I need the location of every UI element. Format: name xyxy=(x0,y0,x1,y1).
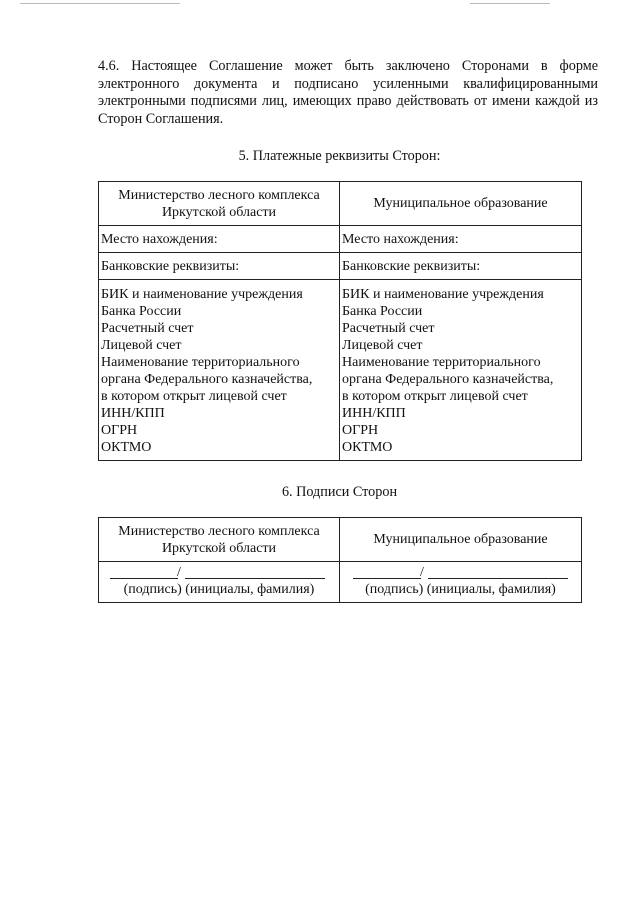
left-party-name-line-1: Министерство лесного комплекса xyxy=(118,523,320,539)
initials-line xyxy=(185,578,325,579)
location-label: Место нахождения: xyxy=(101,231,218,247)
scan-artifact xyxy=(20,3,180,4)
detail-line: БИК и наименование учреждения xyxy=(342,287,544,302)
right-location-cell xyxy=(340,226,582,253)
detail-line: в котором открыт лицевой счет xyxy=(101,389,287,404)
scan-artifact xyxy=(470,3,550,4)
section-6-heading: 6. Подписи Сторон xyxy=(281,484,398,500)
detail-line: ОКТМО xyxy=(342,440,393,455)
signature-separator: / xyxy=(420,565,424,580)
left-party-name-line-1: Министерство лесного комплекса xyxy=(118,187,320,203)
left-party-name-line-2: Иркутской области xyxy=(161,204,277,220)
detail-line: Банка России xyxy=(342,304,423,319)
detail-line: Наименование территориального xyxy=(101,355,300,370)
detail-line: БИК и наименование учреждения xyxy=(101,287,303,302)
left-location-cell xyxy=(99,226,340,253)
right-party-header xyxy=(340,518,582,562)
payment-details-table xyxy=(98,181,582,461)
detail-line: ИНН/КПП xyxy=(101,406,165,421)
left-party-header xyxy=(99,518,340,562)
signature-line xyxy=(110,578,178,579)
right-party-header xyxy=(340,182,582,226)
left-details-cell xyxy=(99,280,340,461)
right-details-cell xyxy=(340,280,582,461)
detail-line: ОКТМО xyxy=(101,440,152,455)
bank-details-label: Банковские реквизиты: xyxy=(101,258,240,274)
left-bank-cell xyxy=(99,253,340,280)
signatures-table xyxy=(98,517,582,603)
signature-caption: (подпись) (инициалы, фамилия) xyxy=(365,582,556,597)
location-label: Место нахождения: xyxy=(342,231,459,247)
right-bank-cell xyxy=(340,253,582,280)
detail-line: в котором открыт лицевой счет xyxy=(342,389,528,404)
detail-line: Расчетный счет xyxy=(101,321,194,336)
bank-details-label: Банковские реквизиты: xyxy=(342,258,481,274)
detail-line: Наименование территориального xyxy=(342,355,541,370)
initials-line xyxy=(428,578,568,579)
left-party-header xyxy=(99,182,340,226)
detail-line: органа Федерального казначейства, xyxy=(101,372,313,387)
clause-4-6: 4.6. Настоящее Соглашение может быть заключено Сторонами в форме электронного документа и подписано усиленными квалифицированными электронными подписями лиц, имеющих право действовать от имени каждой из Сторон Соглашения. xyxy=(98,58,598,127)
detail-line: ИНН/КПП xyxy=(342,406,406,421)
detail-line: Расчетный счет xyxy=(342,321,435,336)
right-signature-cell xyxy=(340,562,582,603)
right-party-name: Муниципальное образование xyxy=(373,532,548,547)
section-5-heading: 5. Платежные реквизиты Сторон: xyxy=(238,148,441,164)
left-signature-cell xyxy=(99,562,340,603)
signature-separator: / xyxy=(177,565,181,580)
detail-line: ОГРН xyxy=(342,423,379,438)
left-party-name-line-2: Иркутской области xyxy=(161,540,277,556)
signature-line xyxy=(353,578,421,579)
detail-line: Лицевой счет xyxy=(342,338,423,353)
signature-caption: (подпись) (инициалы, фамилия) xyxy=(123,582,315,597)
right-party-name: Муниципальное образование xyxy=(373,196,548,211)
detail-line: Лицевой счет xyxy=(101,338,182,353)
detail-line: органа Федерального казначейства, xyxy=(342,372,554,387)
detail-line: Банка России xyxy=(101,304,182,319)
detail-line: ОГРН xyxy=(101,423,138,438)
